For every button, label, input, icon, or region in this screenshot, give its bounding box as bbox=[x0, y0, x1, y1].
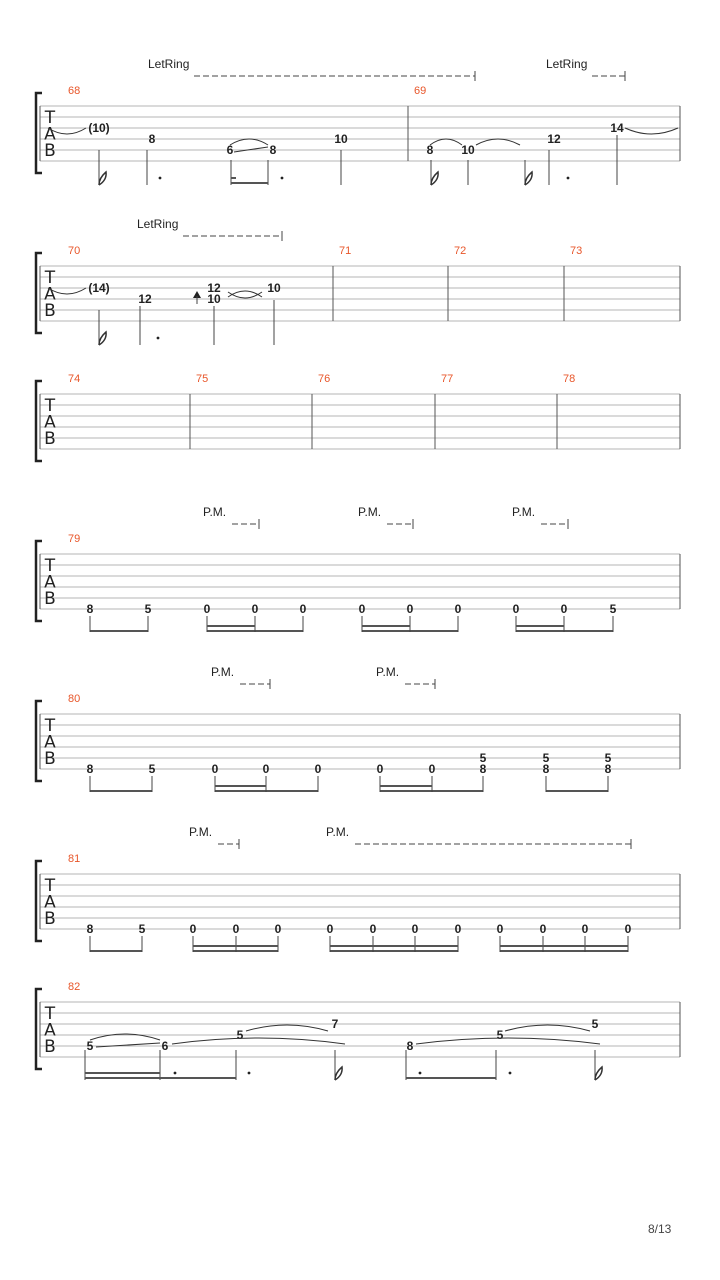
tab-clef-a: A bbox=[44, 412, 56, 433]
fret-number: 0 bbox=[581, 922, 589, 936]
fret-number: 0 bbox=[369, 922, 377, 936]
fret-number: 12 bbox=[547, 132, 561, 146]
rhythm-dot bbox=[174, 1072, 177, 1075]
note-beam bbox=[215, 785, 266, 787]
fret-number: 8 bbox=[86, 602, 94, 616]
tie-arc bbox=[625, 128, 678, 134]
tie-arc bbox=[172, 1038, 345, 1044]
note-beam bbox=[90, 790, 152, 792]
tie-arc bbox=[228, 292, 262, 298]
fret-number: (14) bbox=[88, 281, 110, 295]
measure-number: 68 bbox=[68, 85, 81, 97]
note-flag bbox=[99, 332, 106, 345]
note-flag bbox=[335, 1067, 342, 1080]
tab-clef-b: B bbox=[44, 1037, 56, 1057]
rhythm-dot bbox=[159, 177, 162, 180]
fret-number: 8 bbox=[604, 762, 612, 776]
fret-number: 0 bbox=[496, 922, 504, 936]
fret-number: 5 bbox=[479, 751, 487, 765]
tab-clef-a: A bbox=[44, 572, 56, 593]
note-flag bbox=[99, 172, 106, 185]
tab-clef-t: T bbox=[44, 268, 56, 288]
tab-clef-a: A bbox=[44, 732, 56, 753]
tab-system-7 bbox=[36, 981, 680, 1069]
fret-number: 8 bbox=[86, 762, 94, 776]
tab-clef-b: B bbox=[44, 301, 56, 321]
tie-arc bbox=[476, 139, 520, 145]
tie-arc bbox=[430, 139, 462, 145]
tab-clef-t: T bbox=[44, 556, 56, 576]
tab-clef-t: T bbox=[44, 876, 56, 896]
tab-clef-a: A bbox=[44, 892, 56, 913]
fret-number: 0 bbox=[274, 922, 282, 936]
note-beam bbox=[85, 1077, 236, 1079]
rhythm-dot bbox=[509, 1072, 512, 1075]
note-beam bbox=[231, 177, 236, 179]
fret-number: 0 bbox=[358, 602, 366, 616]
note-beam bbox=[207, 625, 255, 627]
fret-number: 0 bbox=[314, 762, 322, 776]
fret-number: 5 bbox=[542, 751, 550, 765]
palm-mute-label: P.M. bbox=[376, 665, 400, 679]
rhythm-dot bbox=[567, 177, 570, 180]
fret-number: 5 bbox=[138, 922, 146, 936]
note-beam bbox=[362, 625, 410, 627]
note-beam bbox=[500, 950, 628, 952]
fret-number: 8 bbox=[406, 1039, 414, 1053]
fret-number: 8 bbox=[542, 762, 550, 776]
measure-number: 74 bbox=[68, 373, 81, 385]
fret-number: 6 bbox=[226, 143, 234, 157]
palm-mute-label: P.M. bbox=[203, 505, 227, 519]
measure-number: 79 bbox=[68, 533, 81, 545]
fret-number: 0 bbox=[203, 602, 211, 616]
fret-number: 5 bbox=[144, 602, 152, 616]
fret-number: 7 bbox=[331, 1017, 339, 1031]
tab-system-2 bbox=[36, 245, 680, 333]
tab-clef-b: B bbox=[44, 909, 56, 929]
fret-number: 0 bbox=[299, 602, 307, 616]
page-number: 8/13 bbox=[648, 1222, 672, 1236]
palm-mute-label: P.M. bbox=[326, 825, 350, 839]
tie-arc bbox=[230, 139, 268, 145]
note-beam bbox=[380, 785, 432, 787]
fret-number: 0 bbox=[512, 602, 520, 616]
fret-number: 5 bbox=[148, 762, 156, 776]
note-beam bbox=[500, 945, 628, 947]
tie-arc bbox=[246, 1025, 328, 1031]
measure-number: 78 bbox=[563, 373, 576, 385]
tab-clef-t: T bbox=[44, 1004, 56, 1024]
let-ring-label: LetRing bbox=[148, 57, 190, 71]
fret-number: 0 bbox=[262, 762, 270, 776]
measure-number: 75 bbox=[196, 373, 209, 385]
fret-number: 5 bbox=[604, 751, 612, 765]
rhythm-dot bbox=[157, 337, 160, 340]
fret-number: 0 bbox=[406, 602, 414, 616]
rhythm-dot bbox=[419, 1072, 422, 1075]
fret-number: 0 bbox=[232, 922, 240, 936]
note-beam bbox=[90, 950, 142, 952]
fret-number: 5 bbox=[86, 1039, 94, 1053]
fret-number: 8 bbox=[269, 143, 277, 157]
rhythm-dot bbox=[281, 177, 284, 180]
fret-number: 0 bbox=[376, 762, 384, 776]
palm-mute-label: P.M. bbox=[512, 505, 536, 519]
fret-number: 12 bbox=[207, 281, 221, 295]
fret-number: 6 bbox=[161, 1039, 169, 1053]
tab-system-3 bbox=[36, 373, 680, 461]
fret-number: 8 bbox=[479, 762, 487, 776]
fret-number: 0 bbox=[326, 922, 334, 936]
palm-mute-label: P.M. bbox=[189, 825, 213, 839]
tab-clef-b: B bbox=[44, 429, 56, 449]
measure-number: 71 bbox=[339, 245, 352, 257]
tab-clef-t: T bbox=[44, 108, 56, 128]
note-beam bbox=[516, 625, 564, 627]
fret-number: 0 bbox=[624, 922, 632, 936]
fret-number: 8 bbox=[86, 922, 94, 936]
measure-number: 69 bbox=[414, 85, 427, 97]
fret-number: 8 bbox=[148, 132, 156, 146]
fret-number: 5 bbox=[496, 1028, 504, 1042]
tab-system-1 bbox=[36, 85, 680, 173]
fret-number: 5 bbox=[236, 1028, 244, 1042]
note-beam bbox=[546, 790, 608, 792]
note-beam bbox=[330, 945, 458, 947]
fret-number: 8 bbox=[426, 143, 434, 157]
note-beam bbox=[85, 1072, 160, 1074]
fret-number: 0 bbox=[411, 922, 419, 936]
tab-clef-a: A bbox=[44, 1020, 56, 1041]
note-beam bbox=[90, 630, 148, 632]
note-flag bbox=[431, 172, 438, 185]
rhythm-dot bbox=[248, 1072, 251, 1075]
palm-mute-label: P.M. bbox=[211, 665, 235, 679]
tab-system-5 bbox=[36, 693, 680, 781]
measure-number: 77 bbox=[441, 373, 454, 385]
fret-number: 10 bbox=[267, 281, 281, 295]
tab-clef-a: A bbox=[44, 284, 56, 305]
fret-number: 5 bbox=[591, 1017, 599, 1031]
measure-number: 81 bbox=[68, 853, 81, 865]
fret-number: 0 bbox=[454, 602, 462, 616]
tie-arc bbox=[416, 1038, 600, 1044]
tab-clef-b: B bbox=[44, 141, 56, 161]
let-ring-label: LetRing bbox=[137, 217, 179, 231]
tab-clef-a: A bbox=[44, 124, 56, 145]
fret-number: 10 bbox=[461, 143, 475, 157]
fret-number: 0 bbox=[560, 602, 568, 616]
measure-number: 76 bbox=[318, 373, 331, 385]
fret-number: 10 bbox=[207, 292, 221, 306]
fret-number: 5 bbox=[609, 602, 617, 616]
fret-number: 10 bbox=[334, 132, 348, 146]
let-ring-label: LetRing bbox=[546, 57, 588, 71]
note-beam bbox=[330, 950, 458, 952]
note-beam bbox=[406, 1077, 496, 1079]
measure-number: 80 bbox=[68, 693, 81, 705]
fret-number: 0 bbox=[251, 602, 259, 616]
fret-number: 0 bbox=[211, 762, 219, 776]
note-beam bbox=[231, 182, 268, 184]
note-beam bbox=[193, 945, 278, 947]
measure-number: 82 bbox=[68, 981, 81, 993]
tab-clef-b: B bbox=[44, 589, 56, 609]
fret-number: 0 bbox=[428, 762, 436, 776]
tab-clef-t: T bbox=[44, 396, 56, 416]
palm-mute-label: P.M. bbox=[358, 505, 382, 519]
note-flag bbox=[525, 172, 532, 185]
fret-number: 14 bbox=[610, 121, 624, 135]
tie-arc bbox=[505, 1025, 590, 1031]
tab-clef-t: T bbox=[44, 716, 56, 736]
measure-number: 72 bbox=[454, 245, 467, 257]
tab-clef-b: B bbox=[44, 749, 56, 769]
fret-number: (10) bbox=[88, 121, 110, 135]
fret-number: 12 bbox=[138, 292, 152, 306]
fret-number: 0 bbox=[189, 922, 197, 936]
note-flag bbox=[595, 1067, 602, 1080]
tie-arc bbox=[228, 291, 262, 297]
fret-number: 0 bbox=[539, 922, 547, 936]
measure-number: 70 bbox=[68, 245, 81, 257]
measure-number: 73 bbox=[570, 245, 583, 257]
fret-number: 0 bbox=[454, 922, 462, 936]
